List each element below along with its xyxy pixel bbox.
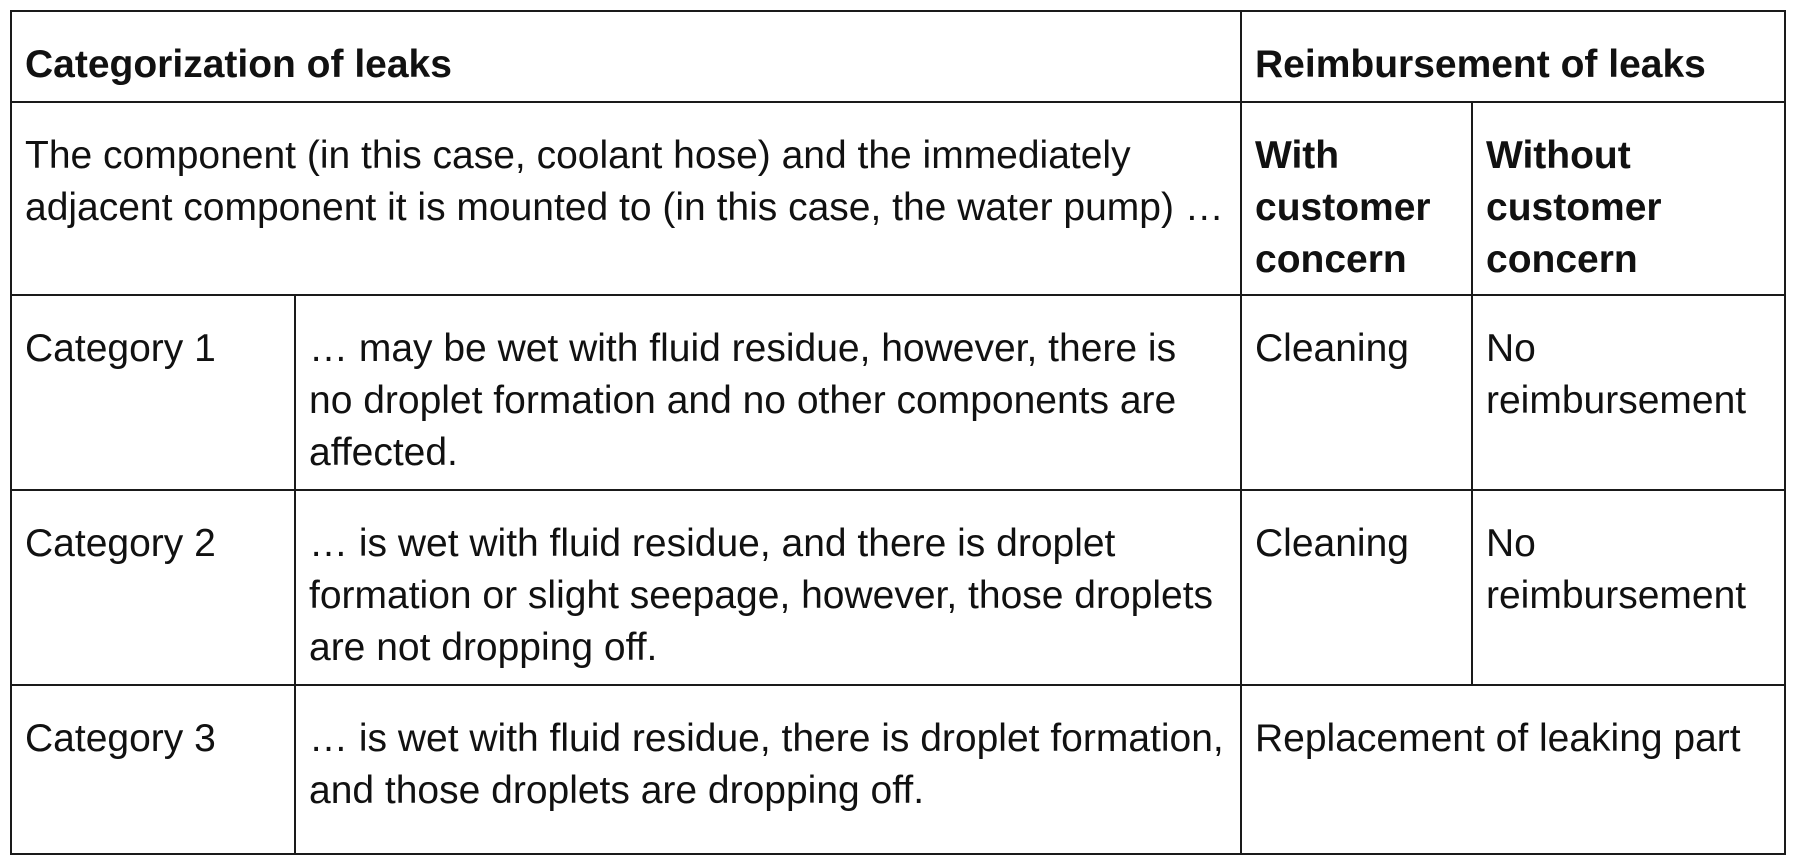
reimbursement-cell: Replacement of leaking part bbox=[1241, 685, 1785, 854]
leak-categorization-table bbox=[10, 10, 1786, 855]
category-condition: … may be wet with fluid residue, however, there is no droplet formation and no other components are affected. bbox=[295, 295, 1241, 490]
category-label: Category 2 bbox=[11, 490, 295, 685]
without-concern-cell: No reimbursement bbox=[1472, 295, 1785, 490]
category-condition: … is wet with fluid residue, there is droplet formation, and those droplets are dropping off. bbox=[295, 685, 1241, 854]
category-label: Category 3 bbox=[11, 685, 295, 854]
category-label: Category 1 bbox=[11, 295, 295, 490]
without-concern-cell: No reimbursement bbox=[1472, 490, 1785, 685]
table-row-category-2 bbox=[11, 490, 1785, 685]
table-header-row bbox=[11, 11, 1785, 102]
table-row-category-1 bbox=[11, 295, 1785, 490]
reimbursement-header: Reimbursement of leaks bbox=[1241, 11, 1785, 102]
with-customer-concern-header: With customer concern bbox=[1241, 102, 1472, 295]
table-row-category-3 bbox=[11, 685, 1785, 854]
category-condition: … is wet with fluid residue, and there is droplet formation or slight seepage, however, those droplets are not dropping off. bbox=[295, 490, 1241, 685]
component-description: The component (in this case, coolant hose) and the immediately adjacent component it is mounted to (in this case, the water pump) … bbox=[11, 102, 1241, 295]
categorization-header: Categorization of leaks bbox=[11, 11, 1241, 102]
with-concern-cell: Cleaning bbox=[1241, 490, 1472, 685]
table-subheader-row bbox=[11, 102, 1785, 295]
without-customer-concern-header: Without customer concern bbox=[1472, 102, 1785, 295]
with-concern-cell: Cleaning bbox=[1241, 295, 1472, 490]
